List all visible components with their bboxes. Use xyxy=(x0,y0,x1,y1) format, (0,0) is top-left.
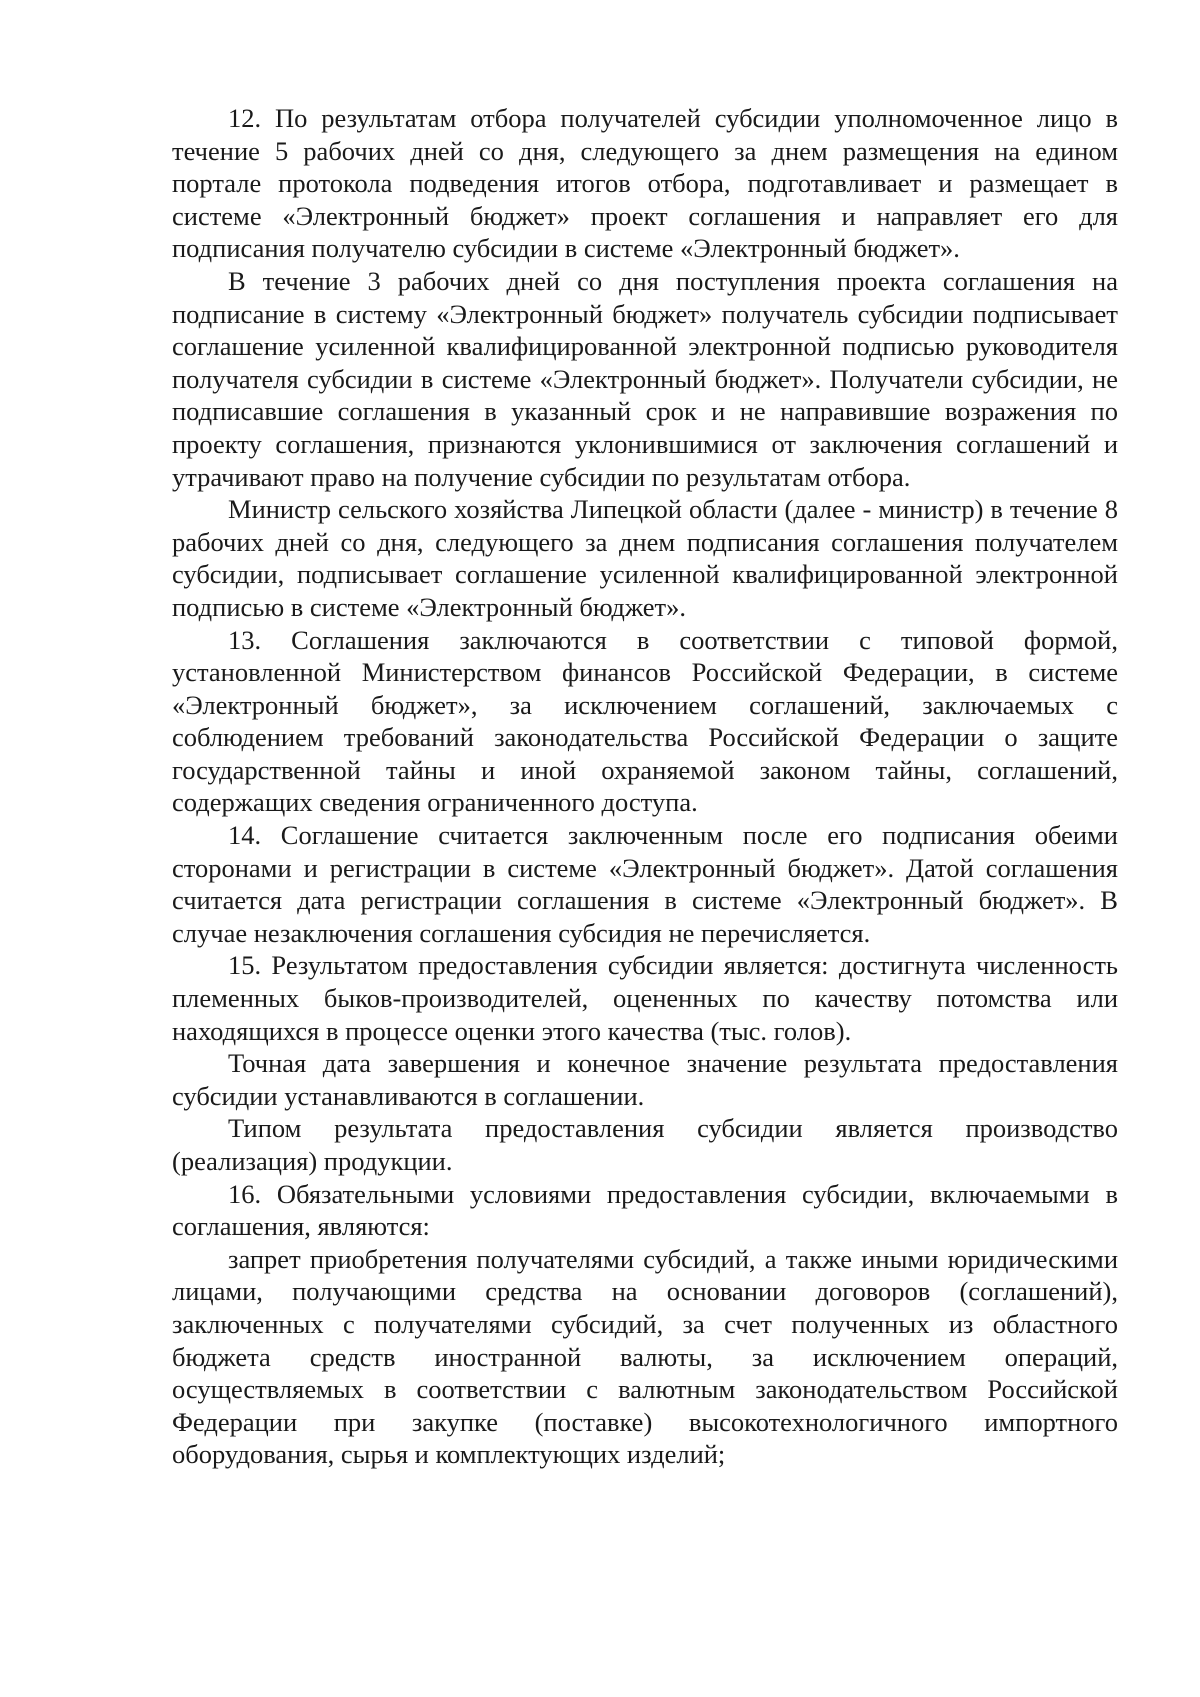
paragraph-minister-signing: Министр сельского хозяйства Липецкой области (далее - министр) в течение 8 рабочих дней со дня, следующего за днем подписания соглашения получателем субсидии, подписывает соглашение усиленной квалифицированной электронной подписью в системе «Электронный бюджет». xyxy=(172,494,1118,622)
paragraph-signing-deadline: В течение 3 рабочих дней со дня поступления проекта соглашения на подписание в систему «Электронный бюджет» получатель субсидии подписывает соглашение усиленной квалифицированной электронной подписью руководителя получателя субсидии в системе «Электронный бюджет». Получатели субсидии, не подписавшие соглашения в указанный срок и не направившие возражения по проекту соглашения, признаются уклонившимися от заключения соглашений и утрачивают право на получение субсидии по результатам отбора. xyxy=(172,265,1118,492)
paragraph-15: 15. Результатом предоставления субсидии является: достигнута численность племенных быков-производителей, оцененных по качеству потомства или находящихся в процессе оценки этого качества (тыс. голов). xyxy=(172,950,1118,1046)
paragraph-13: 13. Соглашения заключаются в соответствии с типовой формой, установленной Министерством финансов Российской Федерации, в системе «Электронный бюджет», за исключением соглашений, заключаемых с соблюдением требований законодательства Российской Федерации о защите государственной тайны и иной охраняемой законом тайны, соглашений, содержащих сведения ограниченного доступа. xyxy=(172,624,1118,818)
paragraph-currency-ban: запрет приобретения получателями субсидий, а также иными юридическими лицами, получающими средства на основании договоров (соглашений), заключенных с получателями субсидий, за счет полученных из областного бюджета средств иностранной валюты, за исключением операций, осуществляемых в соответствии с валютным законодательством Российской Федерации при закупке (поставке) высокотехнологичного импортного оборудования, сырья и комплектующих изделий; xyxy=(172,1243,1118,1470)
document-body xyxy=(172,102,1118,1471)
paragraph-12: 12. По результатам отбора получателей субсидии уполномоченное лицо в течение 5 рабочих дней со дня, следующего за днем размещения на едином портале протокола подведения итогов отбора, подготавливает и размещает в системе «Электронный бюджет» проект соглашения и направляет его для подписания получателю субсидии в системе «Электронный бюджет». xyxy=(172,103,1118,264)
paragraph-result-type: Типом результата предоставления субсидии является производство (реализация) продукции. xyxy=(172,1113,1118,1176)
paragraph-16: 16. Обязательными условиями предоставления субсидии, включаемыми в соглашения, являются: xyxy=(172,1178,1118,1242)
paragraph-result-date: Точная дата завершения и конечное значение результата предоставления субсидии устанавливаются в соглашении. xyxy=(172,1048,1118,1111)
paragraph-14: 14. Соглашение считается заключенным после его подписания обеими сторонами и регистрации в системе «Электронный бюджет». Датой соглашения считается дата регистрации соглашения в системе «Электронный бюджет». В случае незаключения соглашения субсидия не перечисляется. xyxy=(172,820,1118,948)
